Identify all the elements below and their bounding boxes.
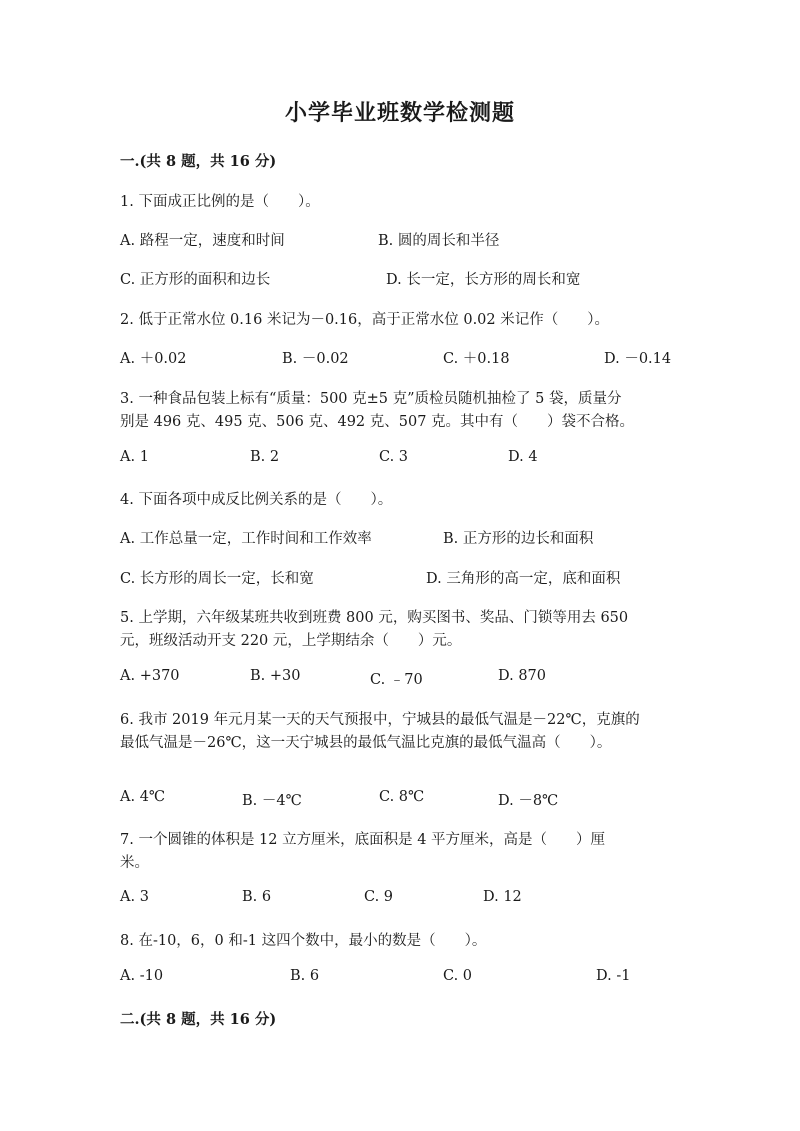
question-7-option-d: D. 12 xyxy=(483,889,522,905)
question-4-option-c: C. 长方形的周长一定，长和宽 xyxy=(120,571,314,587)
question-4-option-d: D. 三角形的高一定，底和面积 xyxy=(426,571,621,587)
question-6-option-b: B. －4℃ xyxy=(242,793,302,809)
question-4-option-b: B. 正方形的边长和面积 xyxy=(443,531,594,547)
question-5-option-a: A. +370 xyxy=(120,668,180,684)
page-title: 小学毕业班数学检测题 xyxy=(284,100,515,126)
question-5-stem-line-2: 元，班级活动开支 220 元，上学期结余（ ）元。 xyxy=(120,633,462,649)
question-3-option-a: A. 1 xyxy=(120,449,149,465)
question-5-option-c: C. ﹣70 xyxy=(370,672,423,688)
question-6-option-d: D. －8℃ xyxy=(498,793,559,809)
question-4-stem: 4. 下面各项中成反比例关系的是（ ）。 xyxy=(120,492,393,508)
question-4-option-a: A. 工作总量一定，工作时间和工作效率 xyxy=(120,531,372,547)
question-1-option-c: C. 正方形的面积和边长 xyxy=(120,272,271,288)
question-6-stem-line-1: 6. 我市 2019 年元月某一天的天气预报中，宁城县的最低气温是－22℃，克旗的 xyxy=(120,712,640,728)
question-6-option-a: A. 4℃ xyxy=(120,789,166,805)
question-3-option-c: C. 3 xyxy=(379,449,409,465)
question-2-option-d: D. －0.14 xyxy=(604,351,672,367)
question-8-option-c: C. 0 xyxy=(443,968,473,984)
question-7-stem-line-1: 7. 一个圆锥的体积是 12 立方厘米，底面积是 4 平方厘米，高是（ ）厘 xyxy=(120,832,606,848)
question-8-option-d: D. -1 xyxy=(596,968,631,984)
question-5-stem-line-1: 5. 上学期，六年级某班共收到班费 800 元，购买图书、奖品、门锁等用去 650 xyxy=(120,610,629,626)
question-8-stem: 8. 在-10，6，0 和-1 这四个数中，最小的数是（ ）。 xyxy=(120,933,487,949)
question-7-option-a: A. 3 xyxy=(120,889,149,905)
question-7-option-c: C. 9 xyxy=(364,889,394,905)
question-2-option-a: A. ＋0.02 xyxy=(120,351,187,367)
question-1-option-d: D. 长一定，长方形的周长和宽 xyxy=(386,272,581,288)
question-8-option-b: B. 6 xyxy=(290,968,320,984)
question-2-option-b: B. －0.02 xyxy=(282,351,349,367)
question-7-stem-line-2: 米。 xyxy=(120,855,149,871)
question-3-stem-line-1: 3. 一种食品包装上标有“质量：500 克±5 克”质检员随机抽检了 5 袋，质量分 xyxy=(120,391,622,407)
question-5-option-b: B. +30 xyxy=(250,668,301,684)
question-1-option-b: B. 圆的周长和半径 xyxy=(378,233,500,249)
question-2-option-c: C. ＋0.18 xyxy=(443,351,510,367)
question-5-option-d: D. 870 xyxy=(498,668,547,684)
question-6-stem-line-2: 最低气温是－26℃，这一天宁城县的最低气温比克旗的最低气温高（ ）。 xyxy=(120,735,612,751)
section-heading-1: 一.(共 8 题，共 16 分) xyxy=(120,153,277,170)
question-1-option-a: A. 路程一定，速度和时间 xyxy=(120,233,285,249)
question-2-stem: 2. 低于正常水位 0.16 米记为－0.16，高于正常水位 0.02 米记作（ ）。 xyxy=(120,312,609,328)
question-7-option-b: B. 6 xyxy=(242,889,272,905)
question-8-option-a: A. -10 xyxy=(120,968,164,984)
question-1-stem: 1. 下面成正比例的是（ ）。 xyxy=(120,194,320,210)
question-3-stem-line-2: 别是 496 克、495 克、506 克、492 克、507 克。其中有（ ）袋不合格。 xyxy=(120,414,635,430)
question-3-option-b: B. 2 xyxy=(250,449,280,465)
question-3-option-d: D. 4 xyxy=(508,449,538,465)
question-6-option-c: C. 8℃ xyxy=(379,789,425,805)
section-heading-2: 二.(共 8 题，共 16 分) xyxy=(120,1011,277,1028)
